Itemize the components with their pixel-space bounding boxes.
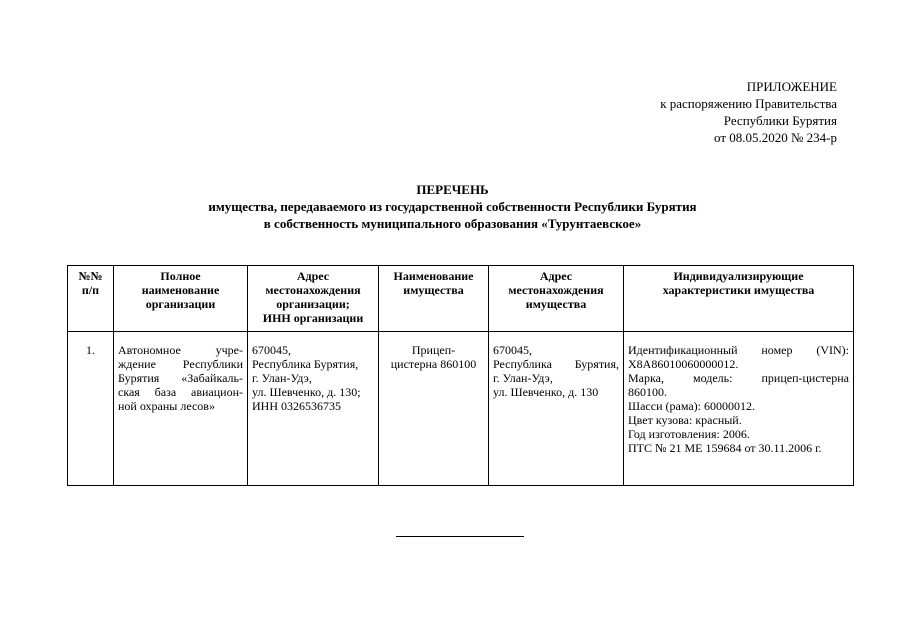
document-title: [0, 181, 905, 232]
header-org-address: Адрес местонахождения организации; ИНН организации: [248, 266, 379, 332]
header-number: №№ п/п: [68, 266, 114, 332]
cell-org-name: Автономное учре- ждение Республики Бурятия «Забайкаль- ская база авиацион- ной охраны лесов»: [114, 332, 248, 486]
table-header-row: [68, 266, 854, 332]
header-characteristics: Индивидуализирующие характеристики имущества: [624, 266, 854, 332]
cell-org-address: 670045, Республика Бурятия, г. Улан-Удэ, ул. Шевченко, д. 130; ИНН 0326536735: [248, 332, 379, 486]
appendix-date-number: от 08.05.2020 № 234-р: [714, 130, 837, 145]
cell-property-name: Прицеп- цистерна 860100: [379, 332, 489, 486]
appendix-order-ref: к распоряжению Правительства: [660, 96, 837, 111]
appendix-government: Республики Бурятия: [723, 113, 837, 128]
appendix-block: [660, 78, 837, 146]
title-subtitle-2: в собственность муниципального образования «Турунтаевское»: [263, 216, 642, 231]
property-table: [67, 265, 854, 486]
table-row: [68, 332, 854, 486]
cell-characteristics: Идентификационный номер (VIN): X8A86010060000012. Марка, модель: прицеп-цистерна 860100. Шасси (рама): 60000012. Цвет кузова: красный. Год изготовления: 2006. ПТС № 21 МЕ 159684 от 30.11.2006 г.: [624, 332, 854, 486]
cell-property-address: 670045, Республика Бурятия, г. Улан-Удэ, ул. Шевченко, д. 130: [489, 332, 624, 486]
title-heading: ПЕРЕЧЕНЬ: [416, 182, 489, 197]
header-org-name: Полное наименование организации: [114, 266, 248, 332]
cell-number: 1.: [68, 332, 114, 486]
appendix-title: ПРИЛОЖЕНИЕ: [746, 79, 837, 94]
closing-separator-line: [396, 536, 524, 537]
header-property-address: Адрес местонахождения имущества: [489, 266, 624, 332]
header-property-name: Наименование имущества: [379, 266, 489, 332]
title-subtitle-1: имущества, передаваемого из государственной собственности Республики Бурятия: [208, 199, 697, 214]
